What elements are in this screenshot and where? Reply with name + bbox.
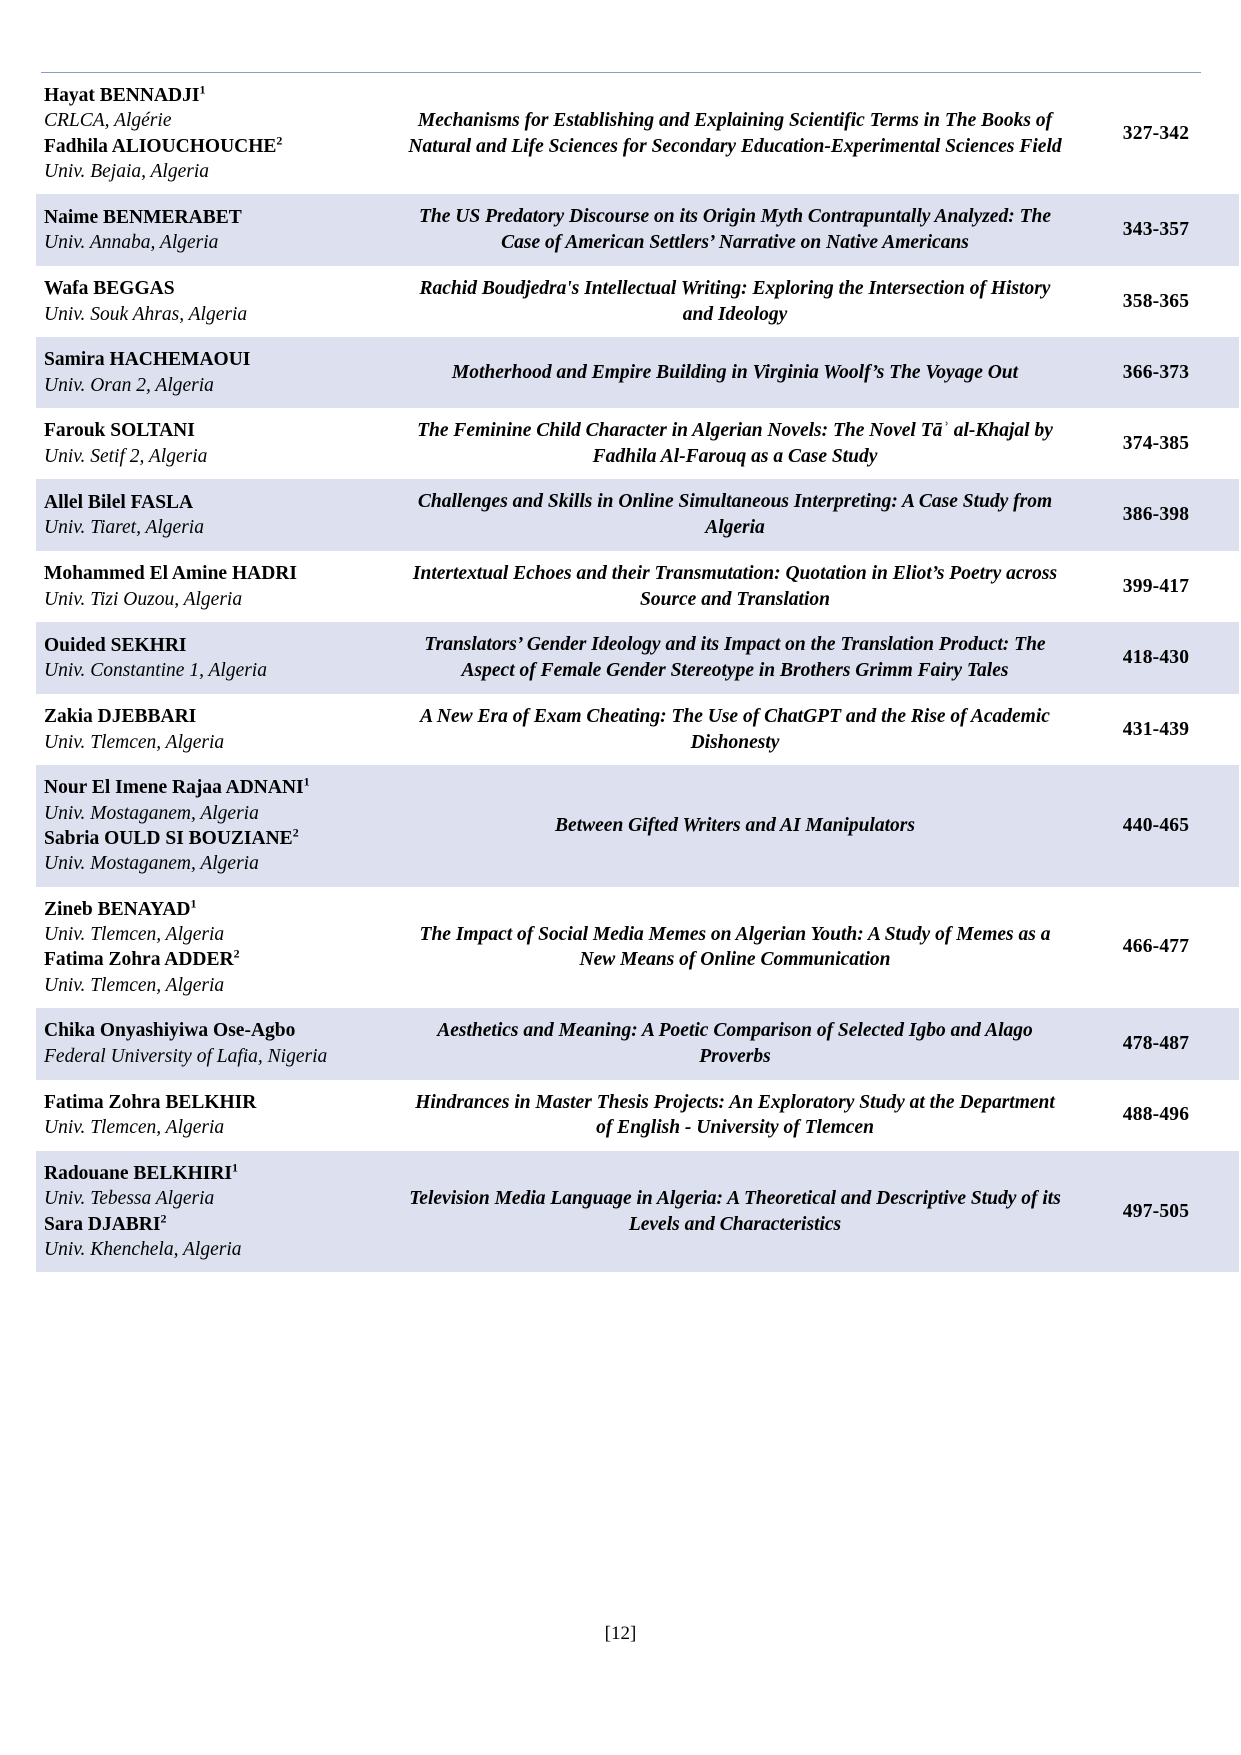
entry-authors: [36, 694, 397, 765]
author-affiliation: Univ. Souk Ahras, Algeria: [44, 303, 248, 325]
author-affiliation: Univ. Tlemcen, Algeria: [44, 924, 225, 946]
entry-authors: [36, 1080, 397, 1151]
entry-authors: [36, 266, 397, 337]
entry-authors: [36, 73, 397, 194]
entry-authors: [36, 479, 397, 550]
table-row: [36, 337, 1239, 408]
entry-title: Rachid Boudjedra's Intellectual Writing: Exploring the Intersection of History and Ideology: [397, 266, 1073, 337]
author-affiliation: Univ. Tiaret, Algeria: [44, 517, 204, 539]
author-affiliation: Univ. Tlemcen, Algeria: [44, 731, 225, 753]
author-affiliation: Univ. Oran 2, Algeria: [44, 374, 214, 396]
author-affiliation: CRLCA, Algérie: [44, 110, 172, 132]
table-row: [36, 73, 1239, 194]
author-name: Allel Bilel FASLA: [44, 491, 194, 513]
author-name: Naime BENMERABET: [44, 206, 242, 228]
entry-pages: 431-439: [1073, 694, 1239, 765]
author-affiliation: Federal University of Lafia, Nigeria: [44, 1045, 328, 1067]
author-affiliation: Univ. Tlemcen, Algeria: [44, 974, 225, 996]
table-row: [36, 1080, 1239, 1151]
author-footnote-marker: 2: [160, 1211, 167, 1226]
entry-title: Challenges and Skills in Online Simultaneous Interpreting: A Case Study from Algeria: [397, 479, 1073, 550]
entry-pages: 488-496: [1073, 1080, 1239, 1151]
entry-title: Mechanisms for Establishing and Explaining Scientific Terms in The Books of Natural and Life Sciences for Secondary Education-Experimental Sciences Field: [397, 73, 1073, 194]
author-affiliation: Univ. Bejaia, Algeria: [44, 161, 209, 183]
entry-authors: [36, 1151, 397, 1272]
entry-title: Between Gifted Writers and AI Manipulators: [397, 765, 1073, 886]
entry-authors: [36, 1008, 397, 1079]
entry-authors: [36, 551, 397, 622]
author-affiliation: Univ. Mostaganem, Algeria: [44, 802, 259, 824]
entry-title: The Feminine Child Character in Algerian Novels: The Novel Tāʾ al-Khajal by Fadhila Al-Farouq as a Case Study: [397, 408, 1073, 479]
entry-title: The Impact of Social Media Memes on Algerian Youth: A Study of Memes as a New Means of Online Communication: [397, 887, 1073, 1008]
author-name: Hayat BENNADJI$^1$: [44, 82, 206, 106]
author-name: Farouk SOLTANI: [44, 420, 195, 442]
page-number: [12]: [604, 1623, 637, 1644]
entry-authors: [36, 194, 397, 265]
author-affiliation: Univ. Annaba, Algeria: [44, 232, 219, 254]
entry-pages: 478-487: [1073, 1008, 1239, 1079]
author-name: Radouane BELKHIRI$^1$: [44, 1160, 239, 1185]
entry-pages: 418-430: [1073, 622, 1239, 693]
table-row: [36, 1008, 1239, 1079]
author-affiliation: Univ. Tebessa Algeria: [44, 1188, 215, 1210]
entry-authors: [36, 765, 397, 886]
entry-pages: 358-365: [1073, 266, 1239, 337]
author-footnote-marker: 2: [292, 825, 299, 840]
table-of-contents: [36, 73, 1239, 1272]
table-row: [36, 694, 1239, 765]
author-footnote-marker: 2: [276, 133, 283, 148]
author-footnote-marker: 1: [303, 774, 310, 789]
table-row: [36, 408, 1239, 479]
author-affiliation: Univ. Constantine 1, Algeria: [44, 660, 267, 682]
table-row: [36, 194, 1239, 265]
page-footer: [0, 1623, 1241, 1645]
entry-authors: [36, 408, 397, 479]
entry-pages: 327-342: [1073, 73, 1239, 194]
entry-title: Television Media Language in Algeria: A Theoretical and Descriptive Study of its Levels and Characteristics: [397, 1151, 1073, 1272]
author-name: Samira HACHEMAOUI: [44, 349, 251, 371]
author-name: Fadhila ALIOUCHOUCHE$^2$: [44, 133, 283, 157]
author-name: Sabria OULD SI BOUZIANE$^2$: [44, 825, 299, 850]
table-row: [36, 479, 1239, 550]
entry-pages: 374-385: [1073, 408, 1239, 479]
entry-pages: 466-477: [1073, 887, 1239, 1008]
entry-pages: 399-417: [1073, 551, 1239, 622]
entry-authors: [36, 337, 397, 408]
toc-body: [36, 73, 1239, 1272]
author-footnote-marker: 1: [232, 1160, 239, 1175]
table-row: [36, 551, 1239, 622]
author-name: Zakia DJEBBARI: [44, 706, 197, 728]
entry-pages: 343-357: [1073, 194, 1239, 265]
entry-authors: [36, 622, 397, 693]
author-footnote-marker: 1: [199, 82, 206, 97]
author-name: Nour El Imene Rajaa ADNANI$^1$: [44, 774, 310, 799]
author-affiliation: Univ. Tlemcen, Algeria: [44, 1117, 225, 1139]
author-name: Ouided SEKHRI: [44, 634, 187, 656]
entry-title: The US Predatory Discourse on its Origin Myth Contrapuntally Analyzed: The Case of American Settlers’ Narrative on Native Americans: [397, 194, 1073, 265]
author-name: Wafa BEGGAS: [44, 278, 175, 300]
author-name: Chika Onyashiyiwa Ose-Agbo: [44, 1020, 296, 1042]
entry-title: Motherhood and Empire Building in Virginia Woolf’s The Voyage Out: [397, 337, 1073, 408]
table-row: [36, 622, 1239, 693]
table-row: [36, 765, 1239, 886]
author-footnote-marker: 1: [190, 896, 197, 911]
entry-title: Hindrances in Master Thesis Projects: An Exploratory Study at the Department of English - University of Tlemcen: [397, 1080, 1073, 1151]
entry-authors: [36, 887, 397, 1008]
entry-pages: 366-373: [1073, 337, 1239, 408]
table-row: [36, 1151, 1239, 1272]
entry-title: A New Era of Exam Cheating: The Use of ChatGPT and the Rise of Academic Dishonesty: [397, 694, 1073, 765]
author-name: Sara DJABRI$^2$: [44, 1211, 167, 1235]
entry-pages: 386-398: [1073, 479, 1239, 550]
author-affiliation: Univ. Mostaganem, Algeria: [44, 853, 259, 875]
entry-pages: 497-505: [1073, 1151, 1239, 1272]
table-row: [36, 266, 1239, 337]
entry-pages: 440-465: [1073, 765, 1239, 886]
table-row: [36, 887, 1239, 1008]
entry-title: Intertextual Echoes and their Transmutation: Quotation in Eliot’s Poetry across Source and Translation: [397, 551, 1073, 622]
author-name: Fatima Zohra BELKHIR: [44, 1091, 257, 1113]
entry-title: Aesthetics and Meaning: A Poetic Comparison of Selected Igbo and Alago Proverbs: [397, 1008, 1073, 1079]
author-name: Zineb BENAYAD$^1$: [44, 896, 197, 920]
author-footnote-marker: 2: [233, 946, 240, 961]
author-name: Fatima Zohra ADDER$^2$: [44, 946, 240, 971]
author-affiliation: Univ. Setif 2, Algeria: [44, 445, 208, 467]
author-affiliation: Univ. Tizi Ouzou, Algeria: [44, 588, 243, 610]
author-name: Mohammed El Amine HADRI: [44, 563, 297, 585]
entry-title: Translators’ Gender Ideology and its Impact on the Translation Product: The Aspect of Female Gender Stereotype in Brothers Grimm Fairy Tales: [397, 622, 1073, 693]
author-affiliation: Univ. Khenchela, Algeria: [44, 1239, 242, 1261]
